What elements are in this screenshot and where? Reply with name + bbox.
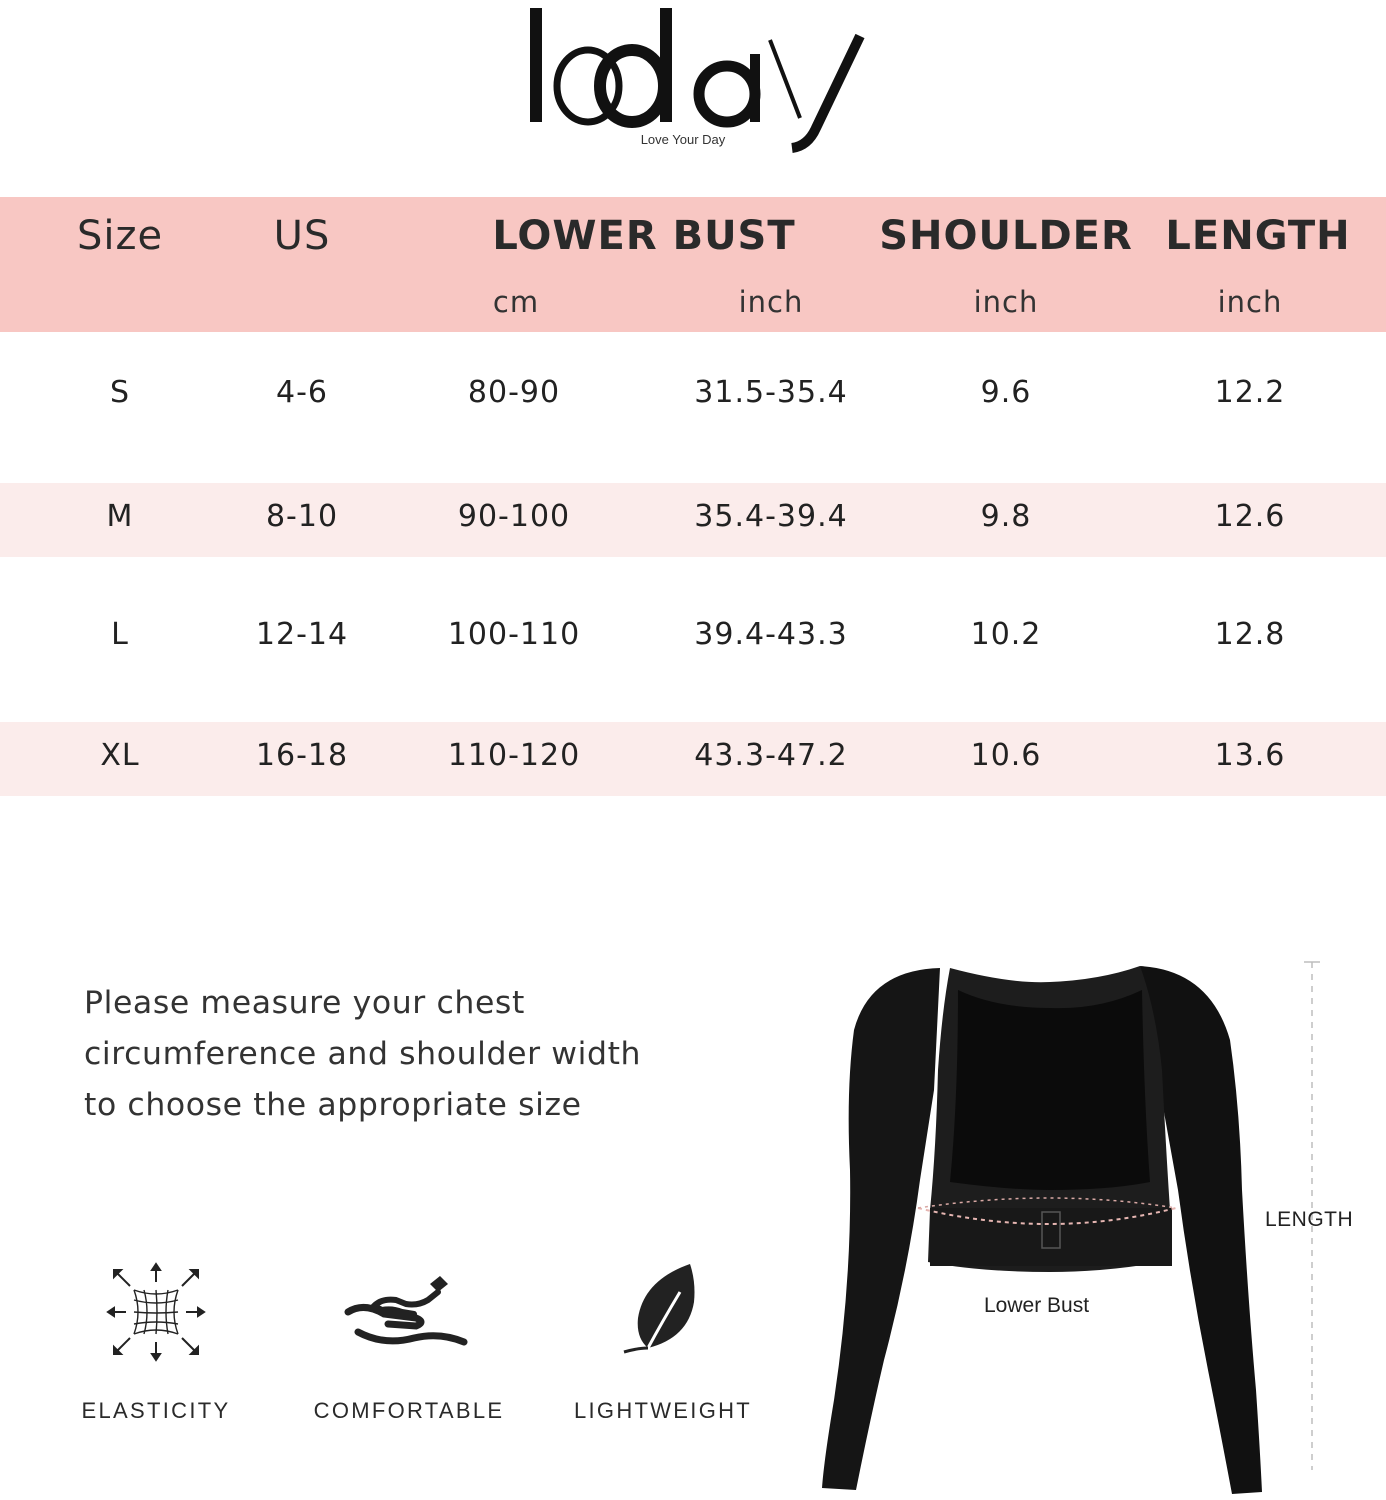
cell-bust-cm: 110-120 xyxy=(447,738,581,773)
hand-icon xyxy=(344,1270,474,1360)
note-line: to choose the appropriate size xyxy=(84,1087,582,1123)
header-size: Size xyxy=(76,213,164,259)
cell-shoulder: 10.6 xyxy=(970,738,1042,773)
cell-shoulder: 9.6 xyxy=(980,375,1032,410)
table-header xyxy=(0,197,1386,332)
cell-us: 4-6 xyxy=(276,375,328,410)
unit-lower-bust-inch: inch xyxy=(738,285,804,319)
cell-shoulder: 10.2 xyxy=(970,617,1042,652)
cell-us: 16-18 xyxy=(255,738,349,773)
cell-size: S xyxy=(109,375,131,410)
table-row xyxy=(0,722,1386,796)
note-line: circumference and shoulder width xyxy=(84,1036,642,1072)
table-row xyxy=(0,359,1386,433)
note-line: Please measure your chest xyxy=(84,985,525,1021)
feature-lightweight xyxy=(563,1262,763,1423)
cell-shoulder: 9.8 xyxy=(980,499,1032,534)
feature-label: ELASTICITY xyxy=(81,1398,231,1423)
unit-shoulder-inch: inch xyxy=(973,285,1039,319)
cell-length: 12.8 xyxy=(1214,617,1286,652)
table-row xyxy=(0,601,1386,675)
feature-label: LIGHTWEIGHT xyxy=(573,1398,753,1423)
lower-bust-label: Lower Bust xyxy=(984,1294,1090,1317)
cell-size: XL xyxy=(100,738,140,773)
table-row xyxy=(0,483,1386,557)
cell-bust-inch: 35.4-39.4 xyxy=(694,499,848,534)
length-label: LENGTH xyxy=(1265,1208,1354,1231)
cell-length: 12.6 xyxy=(1214,499,1286,534)
feature-comfortable xyxy=(309,1262,509,1423)
left-sleeve xyxy=(822,968,940,1490)
header-length: LENGTH xyxy=(1165,213,1351,259)
unit-lower-bust-cm: cm xyxy=(492,285,540,319)
cell-bust-inch: 43.3-47.2 xyxy=(694,738,848,773)
feature-label: COMFORTABLE xyxy=(313,1398,505,1423)
brand-tagline: Love Your Day xyxy=(640,132,726,147)
measure-instructions xyxy=(84,978,764,1131)
cell-size: L xyxy=(111,617,129,652)
feature-elasticity xyxy=(56,1262,256,1423)
cell-us: 8-10 xyxy=(265,499,339,534)
header-lower-bust: LOWER BUST xyxy=(492,213,796,259)
cell-us: 12-14 xyxy=(255,617,349,652)
unit-length-inch: inch xyxy=(1217,285,1283,319)
cell-size: M xyxy=(106,499,134,534)
cell-bust-inch: 39.4-43.3 xyxy=(694,617,848,652)
cell-bust-inch: 31.5-35.4 xyxy=(694,375,848,410)
header-shoulder: SHOULDER xyxy=(879,213,1133,259)
elasticity-icon xyxy=(106,1262,206,1362)
cell-bust-cm: 90-100 xyxy=(457,499,571,534)
cell-bust-cm: 80-90 xyxy=(467,375,561,410)
cell-length: 13.6 xyxy=(1214,738,1286,773)
header-us: US xyxy=(273,213,331,259)
cell-bust-cm: 100-110 xyxy=(447,617,581,652)
cell-length: 12.2 xyxy=(1214,375,1286,410)
leaf-icon xyxy=(618,1262,708,1362)
